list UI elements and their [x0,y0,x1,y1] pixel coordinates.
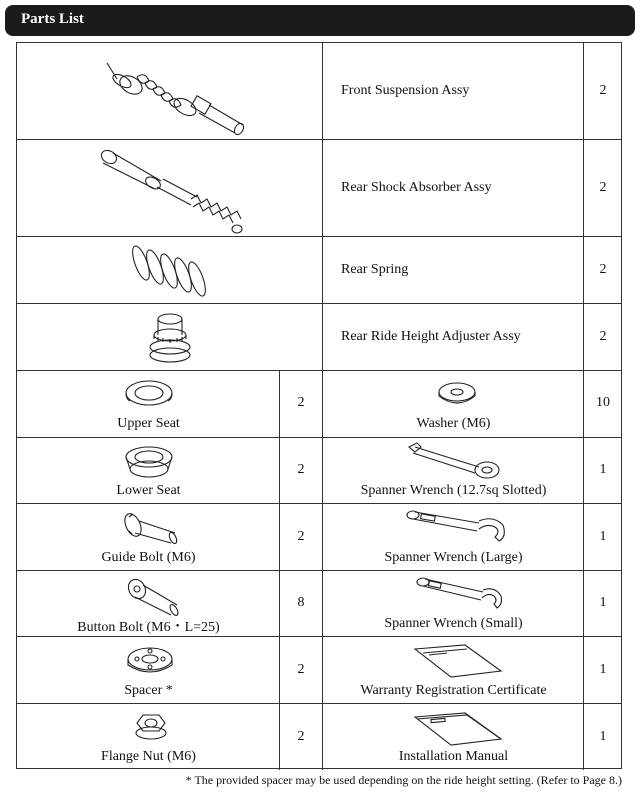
part-qty: 2 [297,529,305,544]
part-name: Rear Shock Absorber Assy [341,180,492,195]
adjuster-icon [145,309,195,367]
part-name: Spanner Wrench (Small) [384,616,523,631]
part-qty: 8 [297,595,305,610]
part-name: Washer (M6) [416,416,491,431]
wrench-slotted-icon [405,441,505,481]
front-suspension-icon [97,47,247,137]
part-qty: 2 [297,395,305,410]
part-name: Upper Seat [117,416,180,431]
part-qty: 2 [599,180,607,195]
part-name: Lower Seat [116,483,181,498]
part-name: Guide Bolt (M6) [101,550,196,565]
part-qty: 1 [599,595,607,610]
part-qty: 2 [599,329,607,344]
part-qty: 2 [599,262,607,277]
part-name: Button Bolt (M6・L=25) [77,620,220,635]
part-qty: 1 [599,729,607,744]
part-qty: 1 [599,462,607,477]
wrench-large-icon [403,509,513,543]
footnote: * The provided spacer may be used depending on the ride height setting. (Refer to Page 8.) [185,773,622,787]
spacer-icon [125,645,175,679]
part-qty: 2 [297,662,305,677]
part-name: Spacer * [124,683,173,698]
button-bolt-icon [123,577,181,617]
part-name: Rear Spring [341,262,409,277]
washer-icon [437,380,477,406]
part-qty: 2 [297,462,305,477]
page-title: Parts List [21,11,84,27]
part-name: Warranty Registration Certificate [360,683,547,698]
wrench-small-icon [413,576,513,610]
part-qty: 1 [599,529,607,544]
rear-shock-icon [95,143,245,235]
part-qty: 2 [297,729,305,744]
parts-list-header [5,5,635,36]
flange-nut-icon [134,711,168,743]
manual-icon [413,711,503,747]
part-name: Rear Ride Height Adjuster Assy [341,329,521,344]
guide-bolt-icon [121,511,181,547]
parts-table [16,42,622,769]
certificate-icon [413,643,503,679]
part-name: Spanner Wrench (Large) [384,550,523,565]
upper-seat-icon [124,379,174,409]
part-qty: 2 [599,83,607,98]
part-name: Spanner Wrench (12.7sq Slotted) [360,483,547,498]
rear-spring-icon [127,241,217,299]
lower-seat-icon [124,446,174,480]
part-qty: 1 [599,662,607,677]
part-name: Flange Nut (M6) [101,749,196,764]
part-name: Installation Manual [398,749,509,764]
part-name: Front Suspension Assy [341,83,470,98]
part-qty: 10 [596,395,610,410]
